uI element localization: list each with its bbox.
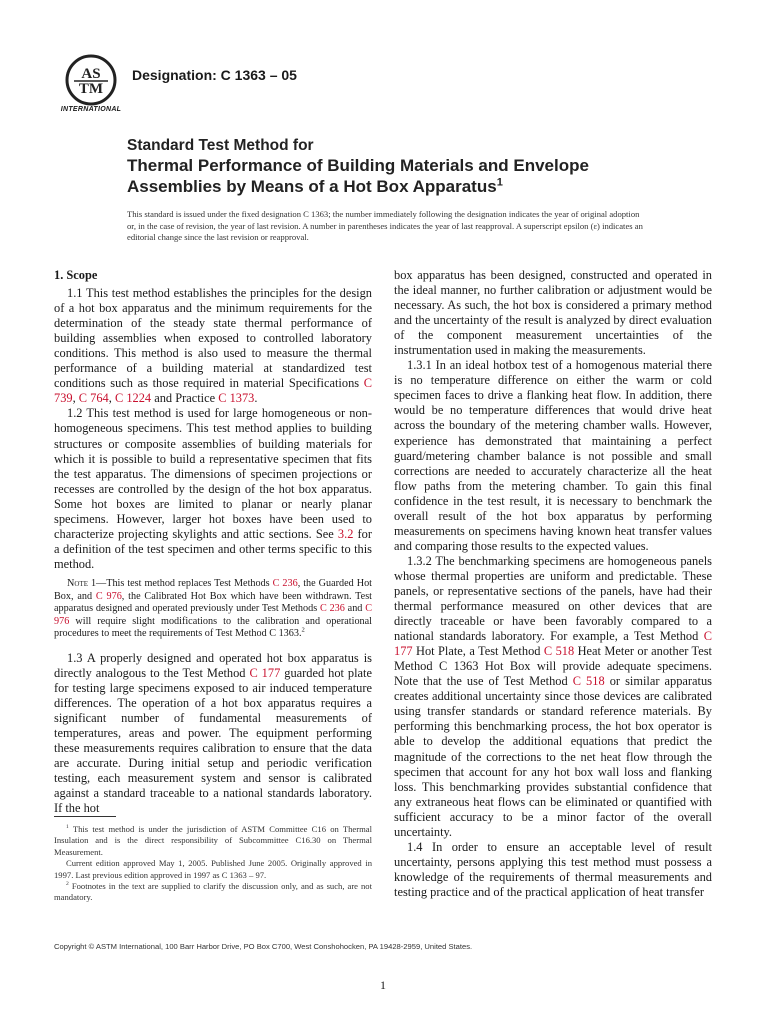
link-c1373[interactable]: C 1373	[218, 391, 255, 406]
page-number: 1	[380, 978, 386, 992]
right-column	[394, 268, 712, 900]
link-c1224[interactable]: C 1224	[114, 391, 152, 406]
svg-text:TM: TM	[78, 81, 104, 97]
paragraph-1-3: 1.3 A properly designed and operated hot box apparatus is directly analogous to the Test Method C 177 guarded hot plate for testing large specimens exposed to air induced temperature differences. The operation of a hot box apparatus requires a significant number of fundamental measurements of temperatures, areas and power. The equipment performing these measurements requires calibration to ensure that the data are accurate. During initial setup and periodic verification testing, each measurement system and sensor is calibrated against a standard traceable to a national standards laboratory. If the hot	[54, 650, 372, 816]
footnote-divider	[54, 816, 116, 817]
astm-logo	[58, 52, 124, 120]
link-c518-2[interactable]: C 518	[572, 674, 605, 689]
title-line-2: Thermal Performance of Building Materials and Envelope	[127, 156, 589, 175]
link-c976-2[interactable]: C 976	[54, 603, 372, 627]
paragraph-1-3-cont: box apparatus has been designed, constructed and operated in the ideal manner, no further calibration or adjustment would be necessary. As such, the hot box is considered a primary method and the uncertainty of the result is analyzed by direct evaluation of the component measurement uncertainties of the instrumentation used in making the measurements.	[394, 268, 712, 358]
footnote-2: $^2$ Footnotes in the text are supplied to clarify the discussion only, and as such, are not mandatory.	[54, 881, 372, 903]
footnotes	[54, 824, 372, 904]
copyright-notice: Copyright © ASTM International, 100 Barr Harbor Drive, PO Box C700, West Conshohocken, PA 19428-2959, United States.	[54, 942, 473, 951]
link-c177[interactable]: C 177	[249, 665, 281, 680]
intro-paragraph: This standard is issued under the fixed designation C 1363; the number immediately following the designation indicates the year of original adoption or, in the case of revision, the year of last revision. A number in parentheses indicates the year of last reapproval. A superscript epsilon (ε) indicates an editorial change since the last revision or reapproval.	[127, 209, 643, 243]
paragraph-1-2: 1.2 This test method is used for large homogeneous or non-homogeneous specimens. This test method applies to building structures or composite assemblies of building materials for which it is possible to build a representative specimen that fits the test apparatus. The dimensions of specimen projections or recesses are controlled by the design of the hot box apparatus. Some hot boxes are limited to planar or nearly planar specimens. However, larger hot boxes have been used to characterize projecting skylights and attic sections. See 3.2 for a definition of the test specimen and other terms specific to this method.	[54, 406, 373, 571]
paragraph-1-1: 1.1 This test method establishes the principles for the design of a hot box apparatus and the minimum requirements for the determination of the steady state thermal performance of building assemblies when exposed to controlled laboratory conditions. This method is also used to measure the thermal performance of a building material at standardized test conditions such as those required in material Specifications C 739, C 764, C 1224 and Practice C 1373.	[54, 286, 372, 406]
link-c236[interactable]: C 236	[272, 577, 298, 589]
designation: Designation: C 1363 – 05	[132, 67, 297, 83]
left-column	[54, 268, 372, 816]
paragraph-1-3-2: 1.3.2 The benchmarking specimens are homogeneous panels whose thermal properties are uniform and predictable. These panels, or representative sections of the panels, have had their thermal performance measured on other devices that are directly traceable or have been favorably compared to a national standards laboratory. For example, a Test Method C 177 Hot Plate, a Test Method C 518 Heat Meter or another Test Method C 1363 Hot Box will provide adequate specimens. Note that the use of Test Method C 518 or similar apparatus creates additional uncertainty since those devices are calibrated using transfer standards or standard reference materials. By performing this benchmarking process, the hot box operator is able to develop the additional equations that predict the magnitude of the corrections to the net heat flow through the specimen that account for any hot box wall loss and flanking loss. This benchmarking provides substantial confidence that any extraneous heat flows can be eliminated or quantified with sufficient accuracy to be a minor factor of the overall uncertainty.	[394, 553, 712, 839]
link-c236-2[interactable]: C 236	[319, 603, 345, 615]
document-title	[127, 136, 687, 197]
link-c764[interactable]: C 764	[78, 391, 109, 406]
svg-text:AS: AS	[81, 66, 101, 82]
footnote-1-edition: Current edition approved May 1, 2005. Published June 2005. Originally approved in 1997. Last previous edition approved in 1997 as C 1363 – 97.	[54, 858, 372, 880]
link-c177-2[interactable]: C 177	[394, 629, 712, 659]
title-line-1: Standard Test Method for	[127, 137, 314, 154]
section-heading: 1. Scope	[54, 268, 98, 282]
link-c518[interactable]: C 518	[543, 644, 575, 659]
note-footnote-ref[interactable]: 2	[301, 626, 305, 634]
title-footnote-ref[interactable]: 1	[496, 176, 503, 189]
logo-subtext: INTERNATIONAL	[60, 106, 122, 113]
link-c976[interactable]: C 976	[95, 590, 122, 602]
link-c739[interactable]: C 739	[54, 376, 372, 406]
footnote-1: $^1$ This test method is under the jurisdiction of ASTM Committee C16 on Thermal Insulation and is the direct responsibility of Subcommittee C16.30 on Thermal Measurement.	[54, 824, 372, 857]
paragraph-1-3-1: 1.3.1 In an ideal hotbox test of a homogenous material there is no temperature difference on either the warm or cold specimen faces to drive a flanking heat flow. In addition, there would be no temperature differences that would drive heat across the boundary of the metering chamber walls. However, experience has demonstrated that maintaining a perfect guard/metering chamber balance is not possible and small corrections are needed to accurately characterize all the heat flow paths from the metering chamber. To gain this final confidence in the test result, it is necessary to benchmark the overall result of the hot box apparatus by performing measurements on specimens having known heat transfer values and comparing those results to the expected values.	[394, 358, 712, 553]
note-1: Note 1—This test method replaces Test Methods C 236, the Guarded Hot Box, and C 976, the Calibrated Hot Box which have been withdrawn. Test apparatus designed and operated previously under Test Methods C 236 and C 976 will require slight modifications to the calibration and operational procedures to meet the requirements of Test Method C 1363.$^2$	[54, 577, 372, 640]
paragraph-1-4: 1.4 In order to ensure an acceptable level of result uncertainty, persons applying this test method must possess a knowledge of the requirements of thermal measurements and testing practice and of the practical application of heat transfer	[394, 839, 712, 899]
title-line-3: Assemblies by Means of a Hot Box Apparatus$^1$	[127, 176, 503, 196]
link-section-3-2[interactable]: 3.2	[337, 526, 354, 541]
